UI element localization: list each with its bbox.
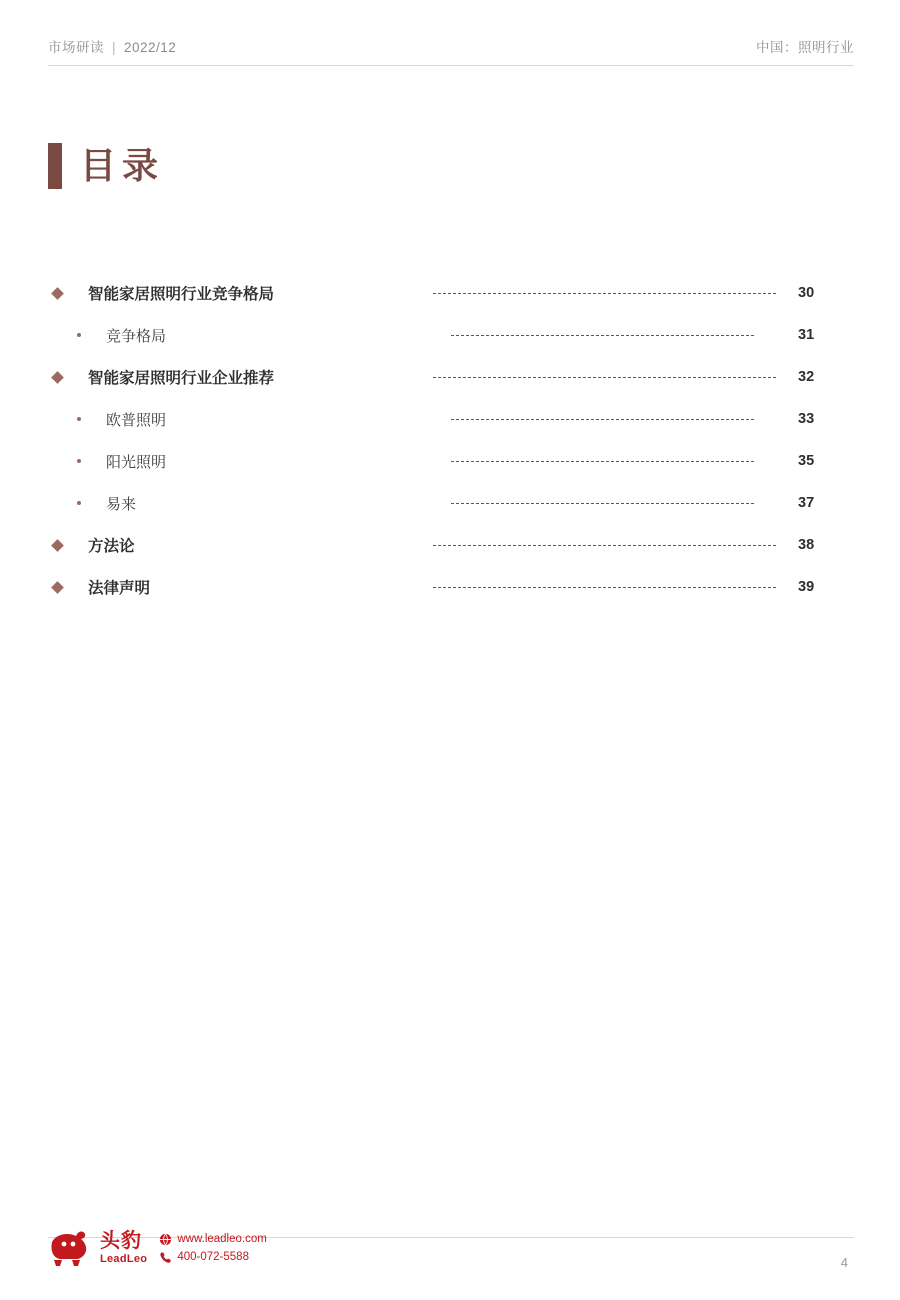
toc-entry[interactable] bbox=[48, 356, 838, 398]
dot-icon bbox=[77, 417, 81, 421]
toc-entry[interactable] bbox=[48, 272, 838, 314]
toc-page-number: 30 bbox=[798, 285, 815, 301]
diamond-marker-cell bbox=[48, 541, 88, 550]
toc-leader bbox=[433, 293, 776, 294]
website-line[interactable] bbox=[159, 1233, 266, 1246]
dot-marker-cell bbox=[48, 333, 88, 337]
header-separator: | bbox=[112, 40, 117, 55]
dot-icon bbox=[77, 459, 81, 463]
diamond-icon bbox=[51, 371, 64, 384]
toc-entry-label[interactable]: 法律声明 bbox=[88, 580, 151, 597]
brand-name-cn: 头豹 bbox=[100, 1230, 142, 1252]
dot-icon bbox=[77, 333, 81, 337]
toc-page-number: 31 bbox=[798, 327, 815, 343]
phone-line[interactable] bbox=[159, 1251, 266, 1264]
brand-contact-block bbox=[159, 1233, 266, 1264]
brand-wordmark bbox=[100, 1231, 147, 1265]
toc-leader bbox=[451, 461, 754, 462]
website-text[interactable]: www.leadleo.com bbox=[177, 1233, 267, 1245]
header-left-group bbox=[48, 36, 176, 56]
diamond-marker-cell bbox=[48, 289, 88, 298]
diamond-icon bbox=[51, 287, 64, 300]
header-industry: 中国：照明行业 bbox=[756, 40, 854, 55]
leopard-logo-icon bbox=[48, 1228, 92, 1268]
toc-entry[interactable] bbox=[48, 524, 838, 566]
page-title: 目录 bbox=[80, 145, 165, 186]
page-number: 4 bbox=[840, 1255, 848, 1270]
title-accent-bar bbox=[48, 143, 62, 189]
toc-leader bbox=[451, 419, 754, 420]
toc-leader bbox=[451, 335, 754, 336]
diamond-marker-cell bbox=[48, 373, 88, 382]
toc-page-number: 39 bbox=[798, 579, 815, 595]
toc-entry-label[interactable]: 智能家居照明行业竞争格局 bbox=[88, 286, 275, 303]
toc-entry-label[interactable]: 智能家居照明行业企业推荐 bbox=[88, 370, 275, 387]
toc-page-number: 38 bbox=[798, 537, 815, 553]
header-report-type: 市场研读 bbox=[48, 40, 104, 55]
toc-entry-label[interactable]: 阳光照明 bbox=[106, 453, 167, 471]
dot-marker-cell bbox=[48, 459, 88, 463]
toc-leader bbox=[433, 587, 776, 588]
toc-leader bbox=[433, 377, 776, 378]
table-of-contents bbox=[48, 272, 838, 608]
diamond-marker-cell bbox=[48, 583, 88, 592]
phone-icon bbox=[159, 1251, 172, 1264]
toc-entry[interactable] bbox=[48, 398, 838, 440]
toc-leader bbox=[451, 503, 754, 504]
toc-leader bbox=[433, 545, 776, 546]
dot-marker-cell bbox=[48, 417, 88, 421]
header-date: 2022/12 bbox=[124, 40, 177, 55]
diamond-icon bbox=[51, 539, 64, 552]
toc-page-number: 33 bbox=[798, 411, 815, 427]
dot-marker-cell bbox=[48, 501, 88, 505]
brand-name-en: LeadLeo bbox=[100, 1253, 148, 1265]
toc-entry[interactable] bbox=[48, 482, 838, 524]
toc-entry-label[interactable]: 欧普照明 bbox=[106, 411, 167, 429]
toc-entry-label[interactable]: 方法论 bbox=[88, 538, 135, 555]
header-divider bbox=[48, 65, 854, 66]
toc-entry[interactable] bbox=[48, 314, 838, 356]
toc-page-number: 35 bbox=[798, 453, 815, 469]
dot-icon bbox=[77, 501, 81, 505]
globe-icon bbox=[159, 1233, 172, 1246]
toc-entry[interactable] bbox=[48, 566, 838, 608]
toc-entry-label[interactable]: 易来 bbox=[106, 495, 137, 513]
toc-page-number: 37 bbox=[798, 495, 815, 511]
phone-text[interactable]: 400-072-5588 bbox=[177, 1251, 249, 1263]
page-title-block bbox=[48, 143, 164, 189]
page-header bbox=[48, 36, 854, 56]
brand-logo-block[interactable] bbox=[48, 1228, 267, 1268]
toc-page-number: 32 bbox=[798, 369, 815, 385]
toc-entry[interactable] bbox=[48, 440, 838, 482]
toc-entry-label[interactable]: 竞争格局 bbox=[106, 327, 167, 345]
diamond-icon bbox=[51, 581, 64, 594]
